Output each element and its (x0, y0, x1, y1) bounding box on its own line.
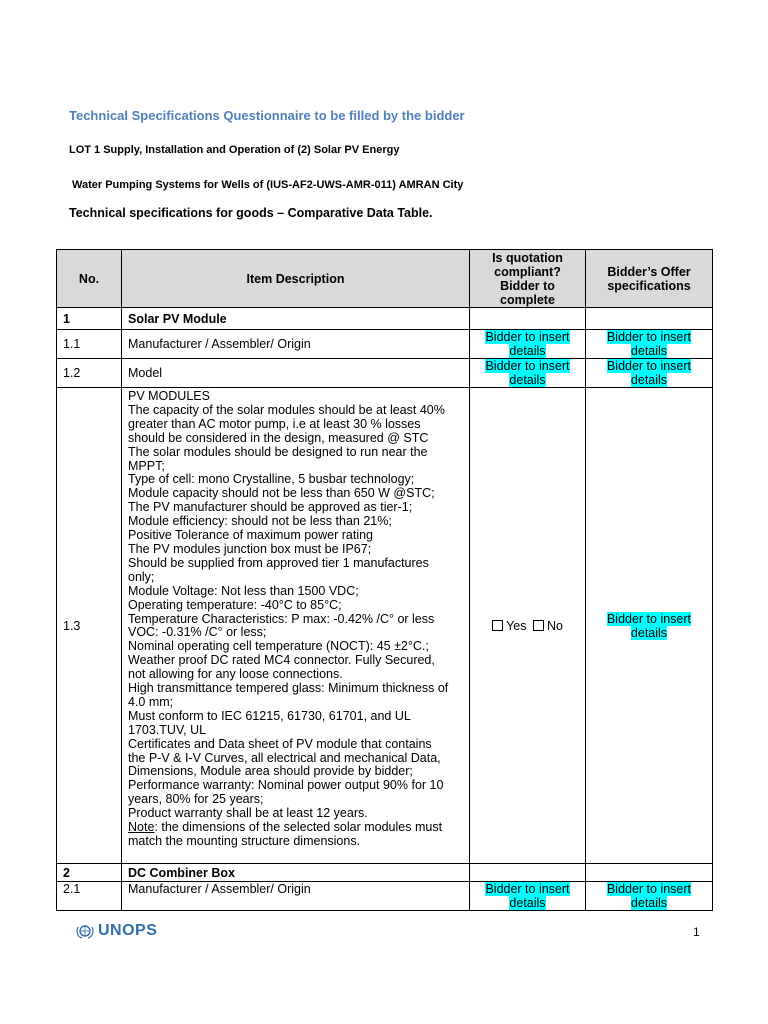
compliant-cell[interactable] (470, 882, 586, 911)
spec-line: should be considered in the design, measured @ STC (128, 430, 429, 445)
unops-logo (76, 922, 157, 940)
spec-line: MPPT; (128, 458, 165, 473)
spec-line: Should be supplied from approved tier 1 manufactures (128, 555, 429, 570)
spec-line: Module efficiency: should not be less than 21%; (128, 514, 392, 529)
table-heading: Technical specifications for goods – Comparative Data Table. (69, 206, 433, 220)
row-number: 1 (57, 308, 122, 330)
table-header-row (57, 250, 713, 308)
spec-line: Product warranty shall be at least 12 years. (128, 806, 368, 821)
spec-line: PV MODULES (128, 389, 210, 403)
spec-line: years, 80% for 25 years; (128, 792, 264, 807)
table-row (57, 864, 713, 882)
note-label: Note (128, 820, 155, 835)
un-emblem-icon (76, 923, 94, 939)
spec-line: 4.0 mm; (128, 694, 174, 709)
spec-line: The PV modules junction box must be IP67; (128, 541, 372, 556)
spec-line: The capacity of the solar modules should be at least 40% (128, 402, 445, 417)
placeholder-text: Bidder to insert details (606, 330, 692, 358)
row-number: 2.1 (57, 882, 122, 911)
pv-module-spec (122, 388, 470, 864)
spec-line: Nominal operating cell temperature (NOCT): 45 ±2°C.; (128, 639, 429, 654)
yes-label: Yes (506, 618, 527, 633)
compliant-cell[interactable] (470, 359, 586, 388)
compliant-yes-no (470, 388, 586, 864)
offer-cell[interactable] (586, 359, 713, 388)
header-no: No. (57, 250, 122, 308)
table-row (57, 330, 713, 359)
logo-text: UNOPS (98, 922, 158, 939)
row-number: 2 (57, 864, 122, 882)
compliant-cell[interactable] (470, 330, 586, 359)
spec-line: Certificates and Data sheet of PV module that contains (128, 736, 432, 751)
spec-line: not allowing for any loose connections. (128, 667, 343, 682)
table-row (57, 359, 713, 388)
spec-line: Module Voltage: Not less than 1500 VDC; (128, 583, 359, 598)
placeholder-text: Bidder to insert details (485, 330, 570, 358)
spec-note (128, 821, 463, 835)
spec-line: Performance warranty: Nominal power output 90% for 10 (128, 778, 444, 793)
spec-line: Type of cell: mono Crystalline, 5 busbar technology; (128, 472, 415, 487)
spec-line: VOC: -0.31% /C° or less; (128, 625, 267, 640)
row-description: Manufacturer / Assembler/ Origin (122, 330, 470, 359)
row-description: DC Combiner Box (122, 864, 470, 882)
row-description: Model (122, 359, 470, 388)
lot-line-1: LOT 1 Supply, Installation and Operation of (2) Solar PV Energy (69, 144, 400, 156)
page-title: Technical Specifications Questionnaire to be filled by the bidder (69, 108, 465, 123)
spec-line: 1703.TUV, UL (128, 722, 207, 737)
header-offer: Bidder’s Offer specifications (586, 250, 713, 308)
spec-line: The PV manufacturer should be approved as tier-1; (128, 500, 413, 515)
note-text: : the dimensions of the selected solar modules must (154, 820, 443, 835)
placeholder-text: Bidder to insert details (606, 359, 692, 387)
row-number: 1.2 (57, 359, 122, 388)
row-number: 1.3 (57, 388, 122, 864)
offer-cell[interactable] (586, 330, 713, 359)
page-number: 1 (693, 925, 700, 939)
yes-checkbox[interactable] (492, 620, 503, 631)
table-row (57, 882, 713, 911)
table-row (57, 308, 713, 330)
no-checkbox[interactable] (533, 620, 544, 631)
header-compliant: Is quotation compliant? Bidder to complete (470, 250, 586, 308)
row-description: Manufacturer / Assembler/ Origin (122, 882, 470, 911)
placeholder-text: Bidder to insert details (485, 359, 570, 387)
offer-cell[interactable] (586, 388, 713, 864)
header-description: Item Description (122, 250, 470, 308)
no-label: No (546, 618, 563, 633)
spec-line: Operating temperature: -40°C to 85°C; (128, 597, 342, 612)
table-row (57, 388, 713, 864)
spec-line: match the mounting structure dimensions. (128, 834, 361, 848)
row-number: 1.1 (57, 330, 122, 359)
spec-line: Temperature Characteristics: P max: -0.42% /C° or less (128, 611, 435, 626)
spec-line: Weather proof DC rated MC4 connector. Fully Secured, (128, 653, 435, 668)
spec-line: The solar modules should be designed to run near the (128, 444, 428, 459)
spec-line: the P-V & I-V Curves, all electrical and mechanical Data, (128, 750, 441, 765)
spec-line: Positive Tolerance of maximum power rating (128, 528, 374, 543)
placeholder-text: Bidder to insert details (485, 882, 570, 910)
spec-line: only; (128, 569, 155, 584)
offer-cell[interactable] (586, 882, 713, 911)
spec-line: Module capacity should not be less than 650 W @STC; (128, 486, 435, 501)
comparative-data-table (56, 249, 713, 911)
placeholder-text: Bidder to insert details (606, 882, 692, 910)
spec-line: Dimensions, Module area should provide by bidder; (128, 764, 413, 779)
spec-line: Must conform to IEC 61215, 61730, 61701, and UL (128, 708, 411, 723)
lot-line-2: Water Pumping Systems for Wells of (IUS-AF2-UWS-AMR-011) AMRAN City (72, 179, 464, 191)
spec-line: greater than AC motor pump, i.e at least 30 % losses (128, 416, 421, 431)
row-description: Solar PV Module (122, 308, 470, 330)
spec-line: High transmittance tempered glass: Minimum thickness of (128, 681, 449, 696)
placeholder-text: Bidder to insert details (606, 611, 692, 640)
